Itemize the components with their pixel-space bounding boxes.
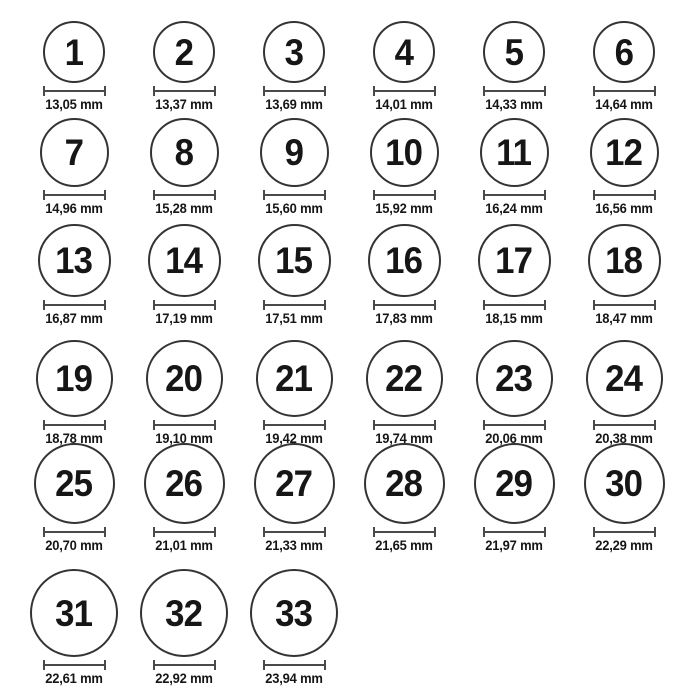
ruler-line <box>45 664 104 666</box>
ring-size-number: 31 <box>55 592 93 634</box>
ruler-line <box>155 194 214 196</box>
ruler-right-tick <box>324 527 326 537</box>
ruler-line <box>265 664 324 666</box>
diameter-label: 13,37 mm <box>155 97 213 112</box>
ruler-line <box>485 194 544 196</box>
ring-size-cell <box>129 326 239 446</box>
diameter-ruler <box>263 86 326 96</box>
ruler-right-tick <box>544 420 546 430</box>
ruler-line <box>375 424 434 426</box>
ring-circle <box>258 224 331 297</box>
ruler-right-tick <box>434 527 436 537</box>
ring-size-cell <box>569 446 679 553</box>
ring-circle <box>250 569 338 657</box>
ring-size-cell <box>129 553 239 686</box>
ruler-right-tick <box>544 86 546 96</box>
ruler-right-tick <box>104 527 106 537</box>
diameter-label: 22,92 mm <box>155 671 213 686</box>
ring-circle <box>370 118 439 187</box>
ring-circle <box>478 224 551 297</box>
ring-size-number: 26 <box>165 463 203 504</box>
diameter-ruler <box>43 300 106 310</box>
ring-size-number: 23 <box>495 358 533 399</box>
diameter-ruler <box>263 190 326 200</box>
ring-size-number: 17 <box>495 240 533 281</box>
ring-circle <box>153 21 215 83</box>
ring-circle <box>36 340 113 417</box>
diameter-ruler <box>43 660 106 670</box>
ring-circle <box>588 224 661 297</box>
ring-size-cell <box>19 112 129 216</box>
ruler-right-tick <box>544 527 546 537</box>
diameter-ruler <box>153 86 216 96</box>
ruler-right-tick <box>544 300 546 310</box>
ring-circle <box>584 443 665 524</box>
ring-size-cell <box>239 112 349 216</box>
ruler-line <box>155 531 214 533</box>
ring-size-cell <box>19 446 129 553</box>
ruler-line <box>155 90 214 92</box>
diameter-label: 21,33 mm <box>265 538 323 553</box>
ruler-line <box>485 90 544 92</box>
ring-size-number: 3 <box>284 31 304 73</box>
ring-size-cell <box>569 326 679 446</box>
ring-size-cell <box>349 446 459 553</box>
ruler-right-tick <box>214 660 216 670</box>
ring-size-cell <box>459 0 569 112</box>
ruler-right-tick <box>214 300 216 310</box>
ring-size-row <box>0 112 700 216</box>
ring-size-number: 5 <box>504 31 524 73</box>
diameter-label: 18,15 mm <box>485 311 543 326</box>
ring-circle <box>263 21 325 83</box>
diameter-label: 18,47 mm <box>595 311 653 326</box>
ring-circle <box>254 443 335 524</box>
diameter-ruler <box>483 527 546 537</box>
ring-circle <box>256 340 333 417</box>
diameter-label: 16,24 mm <box>485 201 543 216</box>
diameter-label: 22,61 mm <box>45 671 103 686</box>
diameter-ruler <box>373 527 436 537</box>
ring-size-cell <box>239 446 349 553</box>
diameter-ruler <box>263 420 326 430</box>
ruler-line <box>155 424 214 426</box>
diameter-ruler <box>43 527 106 537</box>
diameter-label: 19,10 mm <box>155 431 213 446</box>
diameter-label: 14,01 mm <box>375 97 433 112</box>
ring-circle <box>474 443 555 524</box>
ring-circle <box>593 21 655 83</box>
ruler-right-tick <box>214 420 216 430</box>
ring-circle <box>366 340 443 417</box>
ring-size-number: 11 <box>496 132 532 173</box>
ring-size-row <box>0 553 700 686</box>
ruler-line <box>595 304 654 306</box>
ruler-line <box>45 90 104 92</box>
ring-size-cell <box>239 216 349 326</box>
ruler-line <box>375 90 434 92</box>
diameter-ruler <box>153 420 216 430</box>
ring-size-row <box>0 446 700 553</box>
diameter-ruler <box>483 300 546 310</box>
ring-size-number: 20 <box>165 358 203 399</box>
ring-size-number: 22 <box>385 358 423 399</box>
ring-size-cell <box>19 0 129 112</box>
diameter-ruler <box>483 190 546 200</box>
diameter-label: 21,65 mm <box>375 538 433 553</box>
ruler-right-tick <box>214 86 216 96</box>
ruler-line <box>265 424 324 426</box>
ring-size-number: 15 <box>275 240 313 281</box>
ruler-right-tick <box>104 86 106 96</box>
diameter-label: 16,87 mm <box>45 311 103 326</box>
ring-circle <box>364 443 445 524</box>
ring-size-cell <box>239 0 349 112</box>
ruler-line <box>595 424 654 426</box>
diameter-label: 13,05 mm <box>45 97 103 112</box>
ruler-right-tick <box>654 420 656 430</box>
ruler-line <box>485 424 544 426</box>
ring-size-cell <box>129 216 239 326</box>
diameter-label: 14,64 mm <box>595 97 653 112</box>
ruler-line <box>265 531 324 533</box>
ring-circle <box>368 224 441 297</box>
diameter-label: 23,94 mm <box>265 671 323 686</box>
diameter-label: 20,70 mm <box>45 538 103 553</box>
ruler-line <box>45 304 104 306</box>
ring-size-number: 33 <box>275 592 313 634</box>
ruler-line <box>45 531 104 533</box>
ring-circle <box>30 569 118 657</box>
diameter-ruler <box>593 527 656 537</box>
diameter-label: 18,78 mm <box>45 431 103 446</box>
ring-size-cell <box>569 216 679 326</box>
ring-circle <box>373 21 435 83</box>
ring-size-number: 1 <box>64 31 84 73</box>
ring-circle <box>260 118 329 187</box>
diameter-label: 15,28 mm <box>155 201 213 216</box>
ring-circle <box>40 118 109 187</box>
diameter-label: 19,42 mm <box>265 431 323 446</box>
ruler-right-tick <box>654 190 656 200</box>
diameter-ruler <box>373 420 436 430</box>
ring-size-cell <box>349 326 459 446</box>
ruler-line <box>265 90 324 92</box>
ring-size-cell <box>569 0 679 112</box>
ring-circle <box>150 118 219 187</box>
ruler-right-tick <box>324 86 326 96</box>
ring-size-number: 9 <box>284 132 304 173</box>
ring-size-number: 10 <box>385 132 423 173</box>
ruler-right-tick <box>104 300 106 310</box>
ring-size-number: 28 <box>385 463 423 504</box>
ring-circle <box>34 443 115 524</box>
ring-circle <box>144 443 225 524</box>
ruler-right-tick <box>434 190 436 200</box>
ruler-right-tick <box>434 86 436 96</box>
diameter-label: 21,01 mm <box>155 538 213 553</box>
diameter-ruler <box>483 420 546 430</box>
ruler-right-tick <box>654 86 656 96</box>
diameter-label: 20,06 mm <box>485 431 543 446</box>
ring-size-number: 25 <box>55 463 93 504</box>
diameter-ruler <box>153 190 216 200</box>
diameter-label: 13,69 mm <box>265 97 323 112</box>
ruler-right-tick <box>324 190 326 200</box>
ruler-right-tick <box>324 420 326 430</box>
ring-size-cell <box>349 216 459 326</box>
ruler-right-tick <box>654 527 656 537</box>
ring-size-cell <box>569 112 679 216</box>
diameter-ruler <box>373 86 436 96</box>
ring-size-cell <box>239 326 349 446</box>
ring-size-cell <box>129 0 239 112</box>
ring-size-cell <box>129 446 239 553</box>
ruler-line <box>485 531 544 533</box>
ring-size-number: 29 <box>495 463 533 504</box>
ring-size-cell <box>19 553 129 686</box>
ring-size-cell <box>459 216 569 326</box>
ruler-line <box>265 304 324 306</box>
ring-circle <box>43 21 105 83</box>
diameter-label: 22,29 mm <box>595 538 653 553</box>
ruler-line <box>375 304 434 306</box>
diameter-ruler <box>263 660 326 670</box>
diameter-ruler <box>153 527 216 537</box>
diameter-label: 21,97 mm <box>485 538 543 553</box>
diameter-ruler <box>593 190 656 200</box>
diameter-ruler <box>263 300 326 310</box>
ruler-right-tick <box>324 300 326 310</box>
ring-size-number: 4 <box>394 31 414 73</box>
ring-size-number: 8 <box>174 132 194 173</box>
ruler-line <box>485 304 544 306</box>
diameter-ruler <box>483 86 546 96</box>
diameter-ruler <box>373 300 436 310</box>
ruler-line <box>45 424 104 426</box>
ruler-right-tick <box>544 190 546 200</box>
ruler-line <box>155 304 214 306</box>
ring-size-number: 24 <box>605 358 643 399</box>
diameter-ruler <box>373 190 436 200</box>
ring-size-cell <box>129 112 239 216</box>
ring-size-cell <box>459 112 569 216</box>
diameter-label: 16,56 mm <box>595 201 653 216</box>
diameter-ruler <box>593 300 656 310</box>
ring-size-number: 21 <box>275 358 313 399</box>
diameter-label: 19,74 mm <box>375 431 433 446</box>
ruler-line <box>595 531 654 533</box>
ruler-right-tick <box>214 527 216 537</box>
diameter-ruler <box>43 86 106 96</box>
ruler-right-tick <box>104 660 106 670</box>
ring-size-number: 12 <box>605 132 643 173</box>
diameter-ruler <box>153 660 216 670</box>
ring-circle <box>38 224 111 297</box>
ring-circle <box>140 569 228 657</box>
ring-circle <box>586 340 663 417</box>
ring-size-number: 7 <box>64 132 84 173</box>
ring-circle <box>146 340 223 417</box>
diameter-label: 20,38 mm <box>595 431 653 446</box>
ring-size-number: 2 <box>174 31 194 73</box>
ring-circle <box>148 224 221 297</box>
ring-size-cell <box>349 0 459 112</box>
ruler-right-tick <box>214 190 216 200</box>
diameter-ruler <box>153 300 216 310</box>
ruler-right-tick <box>104 190 106 200</box>
ruler-line <box>265 194 324 196</box>
ruler-line <box>595 90 654 92</box>
diameter-ruler <box>263 527 326 537</box>
ring-size-number: 13 <box>55 240 93 281</box>
ring-size-number: 18 <box>605 240 643 281</box>
ring-size-cell <box>239 553 349 686</box>
ring-size-cell <box>349 112 459 216</box>
ring-size-number: 32 <box>165 592 203 634</box>
ring-size-number: 19 <box>55 358 93 399</box>
ring-circle <box>483 21 545 83</box>
ring-size-row <box>0 0 700 112</box>
ring-size-cell <box>459 446 569 553</box>
ruler-line <box>595 194 654 196</box>
ring-size-row <box>0 326 700 446</box>
diameter-label: 15,60 mm <box>265 201 323 216</box>
diameter-label: 17,83 mm <box>375 311 433 326</box>
ruler-right-tick <box>654 300 656 310</box>
ring-size-number: 6 <box>614 31 634 73</box>
diameter-label: 15,92 mm <box>375 201 433 216</box>
diameter-label: 17,19 mm <box>155 311 213 326</box>
ring-size-cell <box>459 326 569 446</box>
ring-size-number: 14 <box>165 240 203 281</box>
ruler-right-tick <box>324 660 326 670</box>
diameter-label: 14,96 mm <box>45 201 103 216</box>
ring-size-cell <box>19 216 129 326</box>
ruler-right-tick <box>434 420 436 430</box>
ring-size-number: 16 <box>385 240 423 281</box>
ruler-right-tick <box>104 420 106 430</box>
ring-size-number: 30 <box>605 463 643 504</box>
ruler-right-tick <box>434 300 436 310</box>
diameter-label: 14,33 mm <box>485 97 543 112</box>
ring-size-number: 27 <box>275 463 313 504</box>
ring-circle <box>480 118 549 187</box>
ruler-line <box>375 194 434 196</box>
ring-circle <box>590 118 659 187</box>
diameter-ruler <box>593 420 656 430</box>
diameter-ruler <box>43 420 106 430</box>
diameter-ruler <box>593 86 656 96</box>
ruler-line <box>375 531 434 533</box>
ruler-line <box>155 664 214 666</box>
ring-size-row <box>0 216 700 326</box>
diameter-label: 17,51 mm <box>265 311 323 326</box>
ring-circle <box>476 340 553 417</box>
ring-size-cell <box>19 326 129 446</box>
ruler-line <box>45 194 104 196</box>
diameter-ruler <box>43 190 106 200</box>
